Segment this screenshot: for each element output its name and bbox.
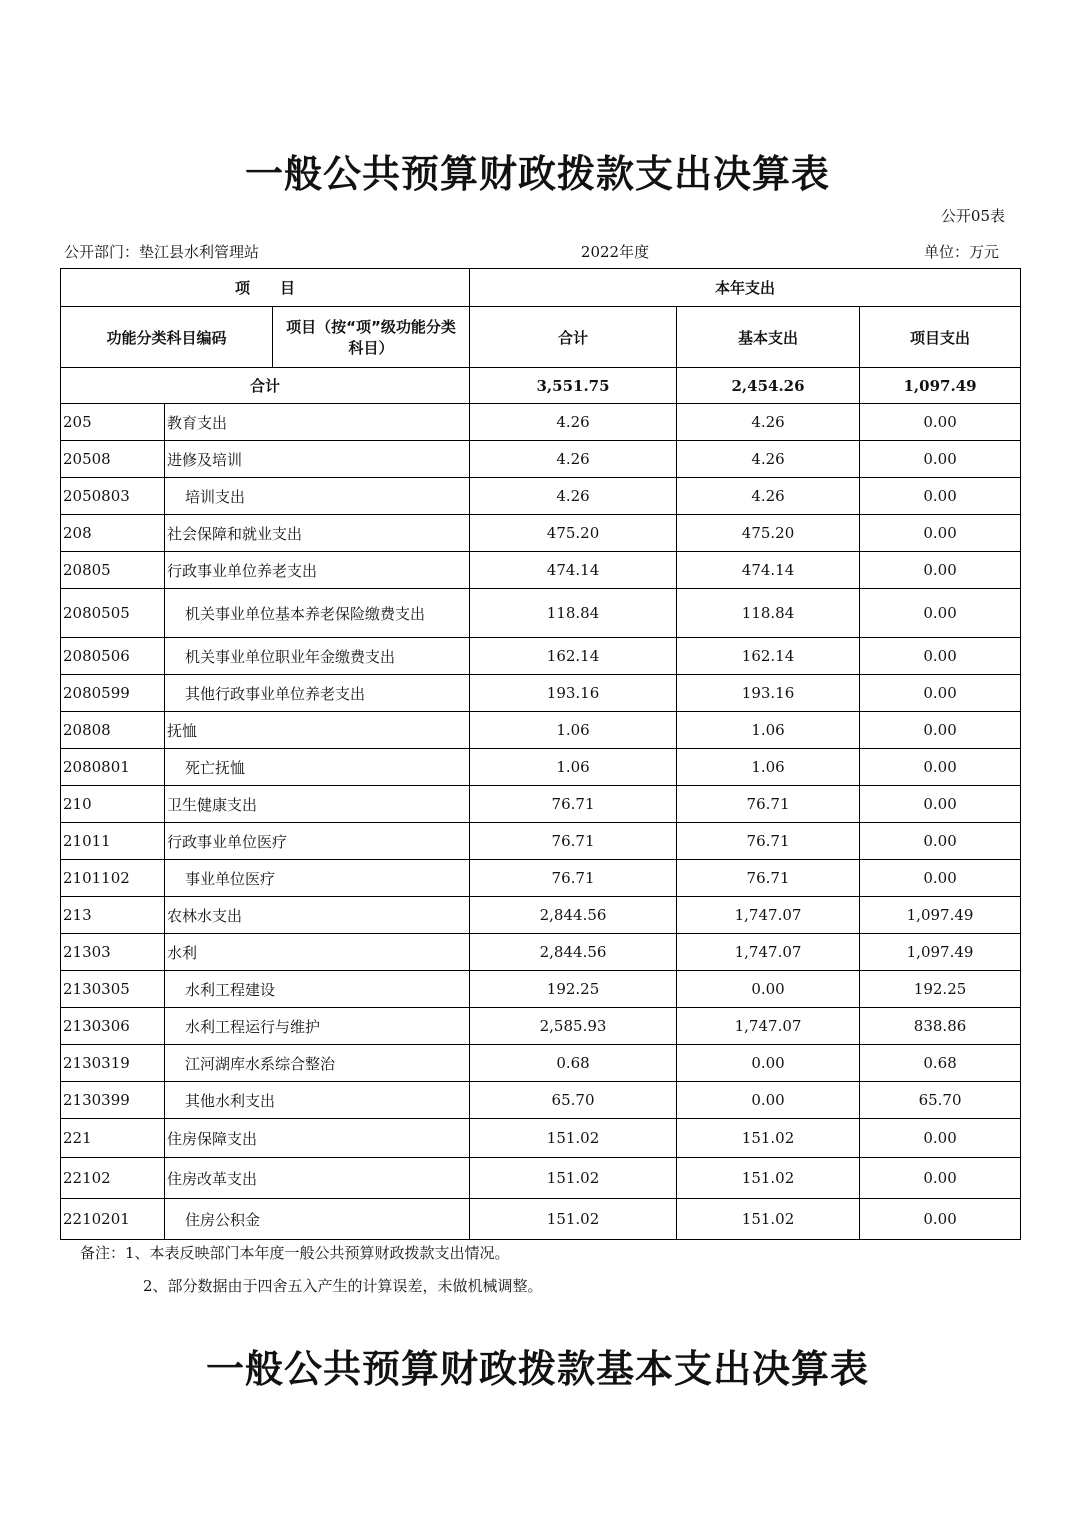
project-cell: 192.25	[860, 971, 1021, 1008]
name-cell: 事业单位医疗	[165, 860, 470, 897]
basic-cell: 193.16	[677, 675, 860, 712]
form-code: 公开05表	[940, 207, 1005, 225]
total-cell: 151.02	[470, 1119, 677, 1158]
name-cell: 抚恤	[165, 712, 470, 749]
expenditure-table	[60, 268, 1021, 1240]
header-basic: 基本支出	[677, 307, 860, 368]
table-row	[61, 1045, 1021, 1082]
table-row	[61, 1158, 1021, 1199]
table-row	[61, 786, 1021, 823]
table-row	[61, 897, 1021, 934]
code-cell: 2130319	[61, 1045, 165, 1082]
table-row	[61, 638, 1021, 675]
table-row	[61, 1119, 1021, 1158]
total-cell: 4.26	[470, 478, 677, 515]
code-cell: 213	[61, 897, 165, 934]
total-total: 3,551.75	[470, 368, 677, 404]
project-cell: 65.70	[860, 1082, 1021, 1119]
name-cell: 水利工程建设	[165, 971, 470, 1008]
basic-cell: 4.26	[677, 441, 860, 478]
note-2: 2、部分数据由于四舍五入产生的计算误差，未做机械调整。	[143, 1277, 543, 1295]
table-row	[61, 971, 1021, 1008]
project-cell: 0.00	[860, 712, 1021, 749]
name-cell: 江河湖库水系综合整治	[165, 1045, 470, 1082]
project-cell: 1,097.49	[860, 897, 1021, 934]
header-name: 项目（按“项”级功能分类科目）	[273, 307, 470, 368]
project-cell: 0.00	[860, 749, 1021, 786]
project-cell: 0.00	[860, 404, 1021, 441]
table-row	[61, 589, 1021, 638]
header-item: 项 目	[61, 269, 470, 307]
table-row	[61, 1199, 1021, 1240]
total-cell: 2,844.56	[470, 897, 677, 934]
total-cell: 76.71	[470, 786, 677, 823]
basic-cell: 0.00	[677, 1045, 860, 1082]
project-cell: 0.00	[860, 478, 1021, 515]
total-cell: 2,585.93	[470, 1008, 677, 1045]
project-cell: 0.00	[860, 786, 1021, 823]
total-cell: 151.02	[470, 1158, 677, 1199]
code-cell: 2130305	[61, 971, 165, 1008]
header-code: 功能分类科目编码	[61, 307, 273, 368]
basic-cell: 0.00	[677, 971, 860, 1008]
project-cell: 0.00	[860, 1199, 1021, 1240]
basic-cell: 1,747.07	[677, 1008, 860, 1045]
code-cell: 2130399	[61, 1082, 165, 1119]
code-cell: 20508	[61, 441, 165, 478]
table-row	[61, 749, 1021, 786]
table-row	[61, 712, 1021, 749]
name-cell: 水利	[165, 934, 470, 971]
project-cell: 0.00	[860, 441, 1021, 478]
code-cell: 21303	[61, 934, 165, 971]
header-total: 合计	[470, 307, 677, 368]
basic-cell: 1.06	[677, 749, 860, 786]
total-cell: 1.06	[470, 749, 677, 786]
basic-cell: 76.71	[677, 860, 860, 897]
project-cell: 0.00	[860, 515, 1021, 552]
project-cell: 0.68	[860, 1045, 1021, 1082]
basic-cell: 1,747.07	[677, 934, 860, 971]
name-cell: 行政事业单位医疗	[165, 823, 470, 860]
code-cell: 205	[61, 404, 165, 441]
total-basic: 2,454.26	[677, 368, 860, 404]
name-cell: 住房公积金	[165, 1199, 470, 1240]
basic-cell: 4.26	[677, 478, 860, 515]
code-cell: 20805	[61, 552, 165, 589]
code-cell: 22102	[61, 1158, 165, 1199]
total-cell: 76.71	[470, 860, 677, 897]
name-cell: 进修及培训	[165, 441, 470, 478]
table-row	[61, 860, 1021, 897]
code-cell: 20808	[61, 712, 165, 749]
name-cell: 其他行政事业单位养老支出	[165, 675, 470, 712]
code-cell: 21011	[61, 823, 165, 860]
total-cell: 1.06	[470, 712, 677, 749]
name-cell: 卫生健康支出	[165, 786, 470, 823]
name-cell: 住房保障支出	[165, 1119, 470, 1158]
code-cell: 2080506	[61, 638, 165, 675]
table-row	[61, 1082, 1021, 1119]
basic-cell: 1.06	[677, 712, 860, 749]
basic-cell: 475.20	[677, 515, 860, 552]
code-cell: 2080801	[61, 749, 165, 786]
code-cell: 208	[61, 515, 165, 552]
department-label: 公开部门：垫江县水利管理站	[64, 243, 260, 261]
code-cell: 210	[61, 786, 165, 823]
name-cell: 住房改革支出	[165, 1158, 470, 1199]
name-cell: 水利工程运行与维护	[165, 1008, 470, 1045]
total-cell: 65.70	[470, 1082, 677, 1119]
code-cell: 2050803	[61, 478, 165, 515]
total-cell: 193.16	[470, 675, 677, 712]
table-row	[61, 823, 1021, 860]
name-cell: 其他水利支出	[165, 1082, 470, 1119]
total-cell: 118.84	[470, 589, 677, 638]
basic-cell: 151.02	[677, 1199, 860, 1240]
project-cell: 0.00	[860, 675, 1021, 712]
basic-cell: 1,747.07	[677, 897, 860, 934]
table-row	[61, 1008, 1021, 1045]
name-cell: 教育支出	[165, 404, 470, 441]
code-cell: 2210201	[61, 1199, 165, 1240]
total-label: 合计	[61, 368, 470, 404]
page-title: 一般公共预算财政拨款支出决算表	[244, 152, 830, 196]
name-cell: 机关事业单位职业年金缴费支出	[165, 638, 470, 675]
project-cell: 0.00	[860, 638, 1021, 675]
code-cell: 2101102	[61, 860, 165, 897]
total-cell: 4.26	[470, 404, 677, 441]
total-cell: 2,844.56	[470, 934, 677, 971]
basic-cell: 0.00	[677, 1082, 860, 1119]
name-cell: 社会保障和就业支出	[165, 515, 470, 552]
header-project: 项目支出	[860, 307, 1021, 368]
table-row	[61, 934, 1021, 971]
code-cell: 221	[61, 1119, 165, 1158]
table-row	[61, 675, 1021, 712]
total-cell: 192.25	[470, 971, 677, 1008]
name-cell: 行政事业单位养老支出	[165, 552, 470, 589]
name-cell: 培训支出	[165, 478, 470, 515]
project-cell: 0.00	[860, 1158, 1021, 1199]
code-cell: 2080599	[61, 675, 165, 712]
project-cell: 0.00	[860, 589, 1021, 638]
total-cell: 151.02	[470, 1199, 677, 1240]
total-cell: 0.68	[470, 1045, 677, 1082]
name-cell: 机关事业单位基本养老保险缴费支出	[165, 589, 470, 638]
total-cell: 474.14	[470, 552, 677, 589]
project-cell: 0.00	[860, 1119, 1021, 1158]
table-row	[61, 478, 1021, 515]
name-cell: 死亡抚恤	[165, 749, 470, 786]
total-project: 1,097.49	[860, 368, 1021, 404]
total-row	[61, 368, 1021, 404]
code-cell: 2130306	[61, 1008, 165, 1045]
total-cell: 4.26	[470, 441, 677, 478]
project-cell: 0.00	[860, 552, 1021, 589]
total-cell: 76.71	[470, 823, 677, 860]
table-row	[61, 404, 1021, 441]
basic-cell: 76.71	[677, 786, 860, 823]
project-cell: 0.00	[860, 823, 1021, 860]
note-1: 备注：1、本表反映部门本年度一般公共预算财政拨款支出情况。	[80, 1244, 510, 1262]
basic-cell: 474.14	[677, 552, 860, 589]
table-row	[61, 552, 1021, 589]
project-cell: 838.86	[860, 1008, 1021, 1045]
basic-cell: 4.26	[677, 404, 860, 441]
total-cell: 475.20	[470, 515, 677, 552]
project-cell: 1,097.49	[860, 934, 1021, 971]
basic-cell: 118.84	[677, 589, 860, 638]
basic-cell: 76.71	[677, 823, 860, 860]
code-cell: 2080505	[61, 589, 165, 638]
year-label: 2022年度	[580, 243, 650, 261]
project-cell: 0.00	[860, 860, 1021, 897]
basic-cell: 151.02	[677, 1119, 860, 1158]
unit-label: 单位：万元	[923, 243, 999, 261]
table-row	[61, 515, 1021, 552]
total-cell: 162.14	[470, 638, 677, 675]
header-current-year: 本年支出	[470, 269, 1021, 307]
table-row	[61, 441, 1021, 478]
name-cell: 农林水支出	[165, 897, 470, 934]
basic-cell: 151.02	[677, 1158, 860, 1199]
next-table-title: 一般公共预算财政拨款基本支出决算表	[205, 1347, 869, 1391]
basic-cell: 162.14	[677, 638, 860, 675]
